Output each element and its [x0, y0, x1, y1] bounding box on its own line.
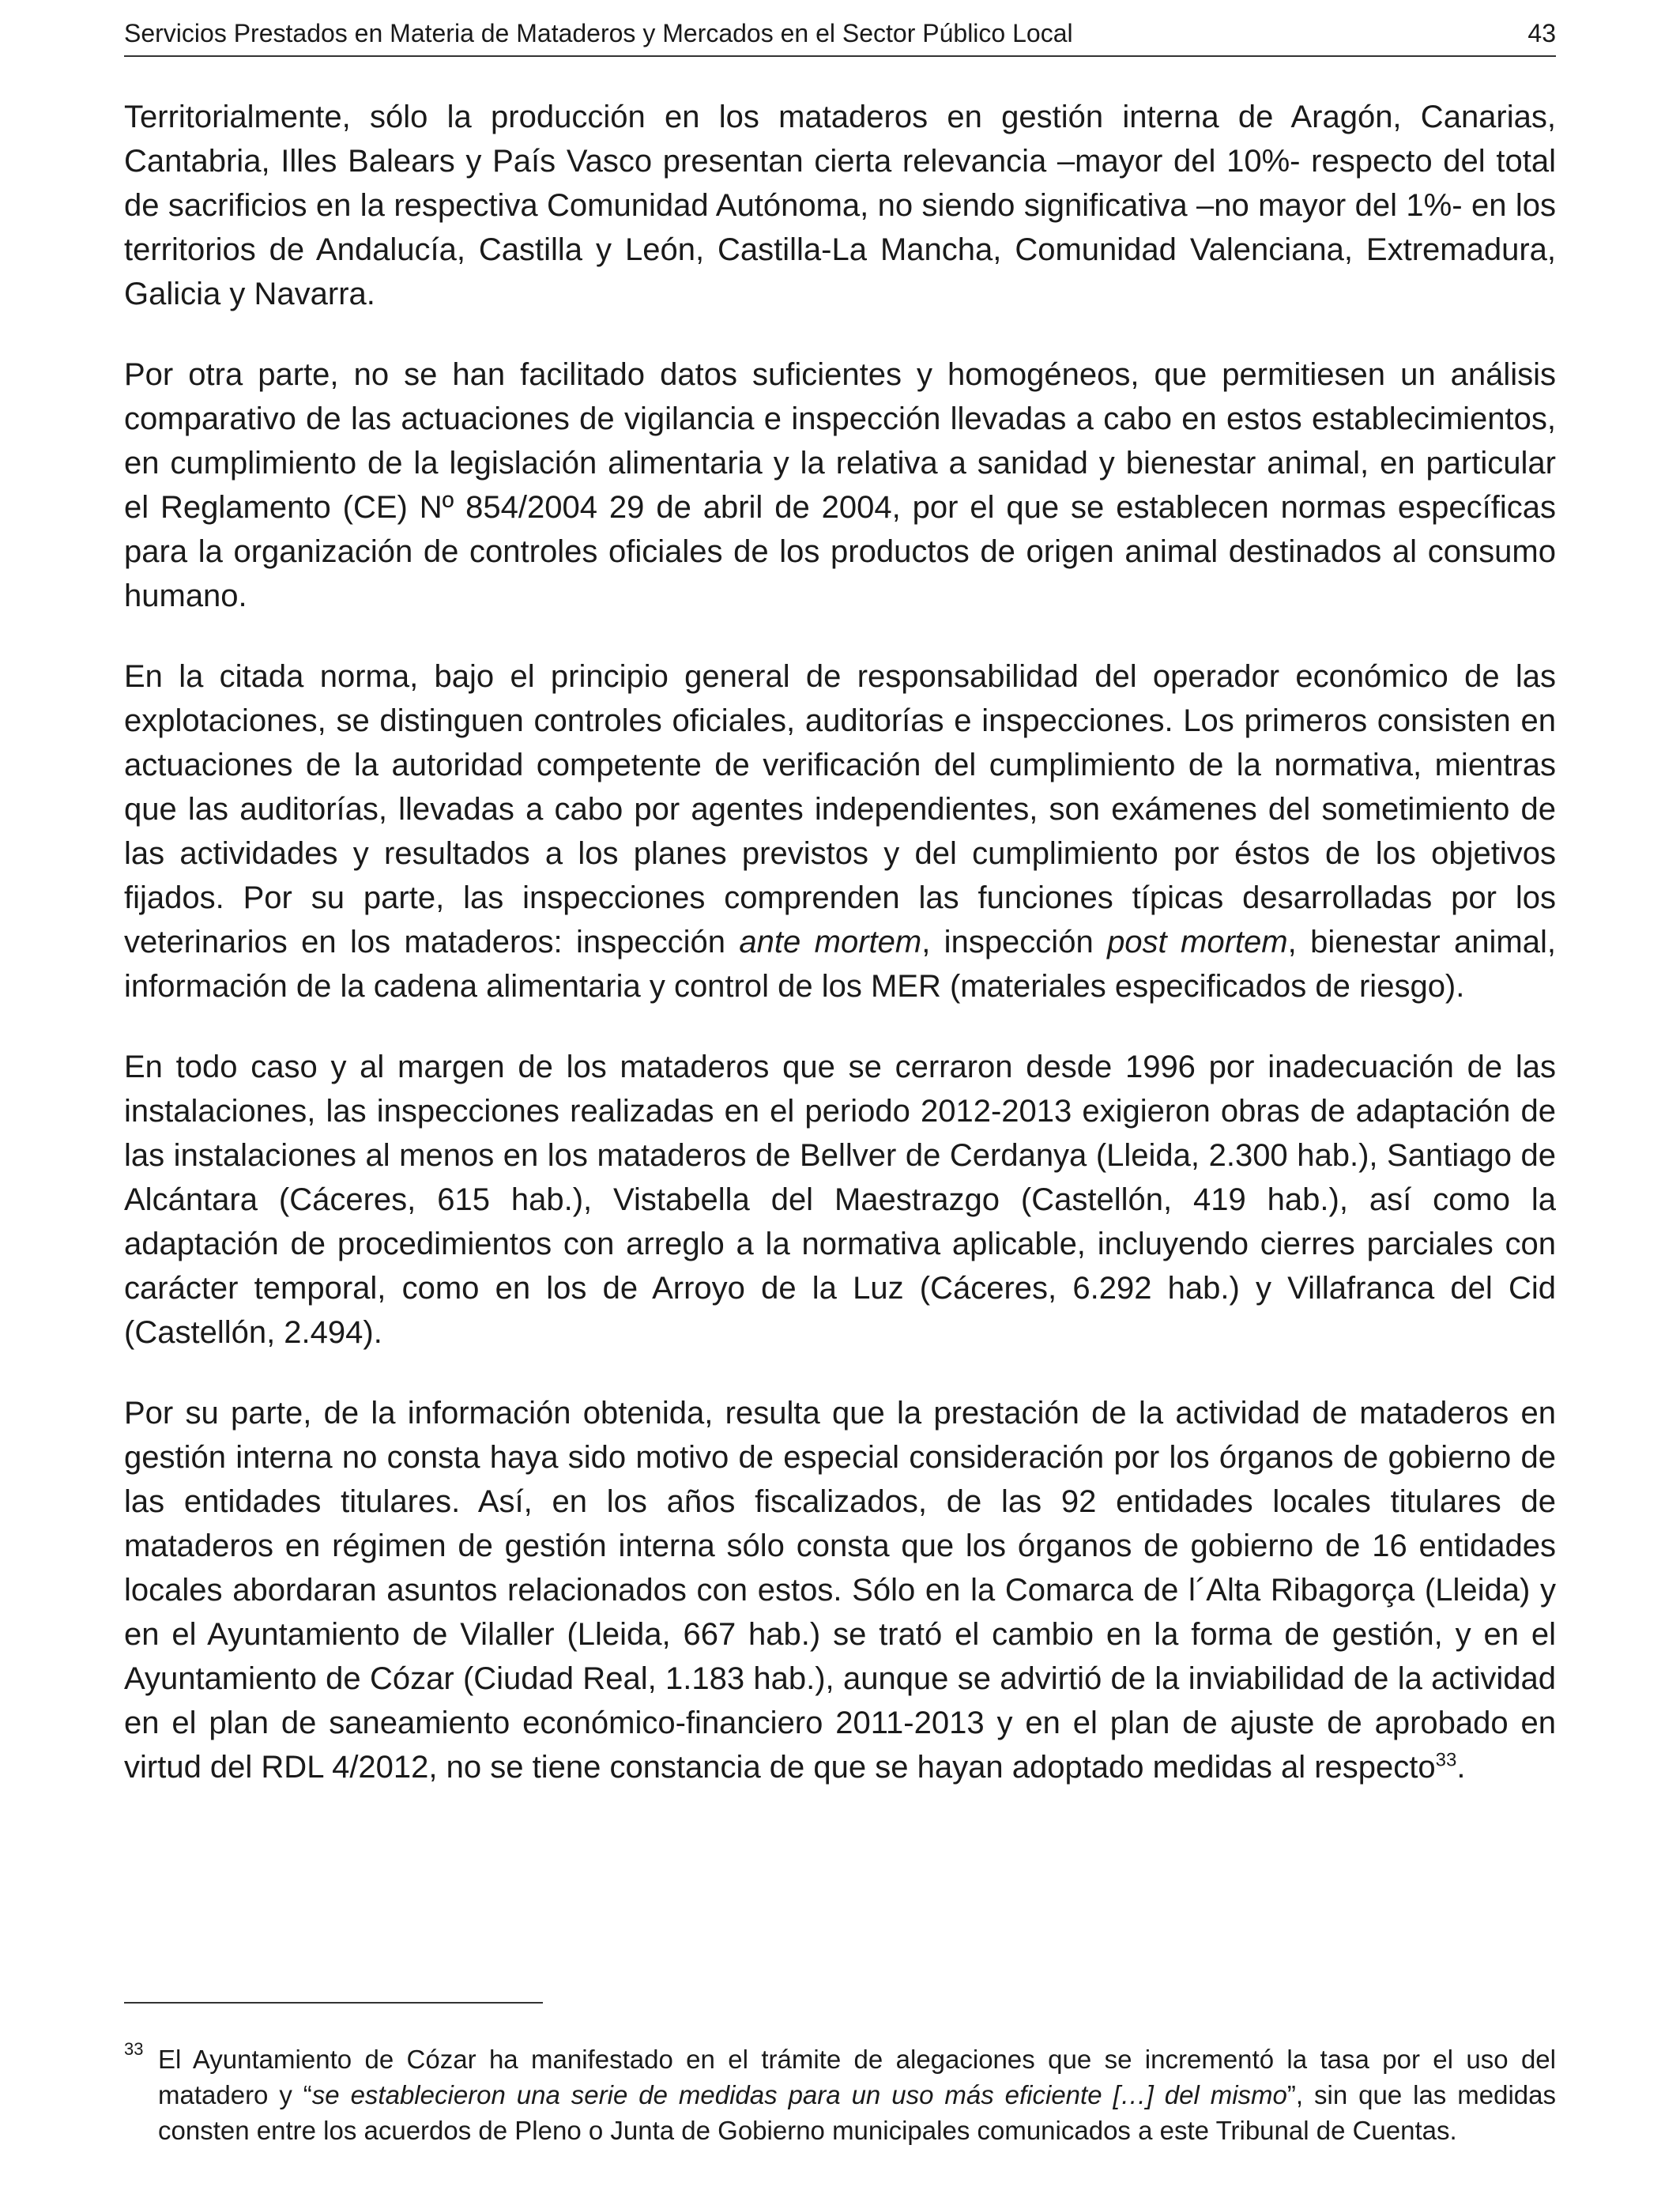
footnote-text	[158, 2041, 1556, 2148]
paragraph-text: Por su parte, de la información obtenida, resulta que la prestación de la actividad de mataderos en gestión interna no consta haya sido motivo de especial consideración por los órganos de gobierno de las entidades titulares. Así, en los años fiscalizados, de las 92 entidades locales titulares de mataderos en régimen de gestión interna sólo consta que los órganos de gobierno de 16 entidades locales abordaran asuntos relacionados con estos. Sólo en la Comarca de l´Alta Ribagorça (Lleida) y en el Ayuntamiento de Vilaller (Lleida, 667 hab.) se trató el cambio en la forma de gestión, y en el Ayuntamiento de Cózar (Ciudad Real, 1.183 hab.), aunque se advirtió de la inviabilidad de la actividad en el plan de saneamiento económico-financiero 2011-2013 y en el plan de ajuste de aprobado en virtud del RDL 4/2012, no se tiene constancia de que se hayan adoptado medidas al respecto	[124, 1396, 1556, 1785]
paragraph-governing-bodies	[124, 1391, 1556, 1789]
paragraph-text: , bienestar animal, información de la cadena alimentaria y control de los MER (materiales especificados de riesgo).	[124, 925, 1556, 1004]
paragraph-controls-audits-inspections	[124, 654, 1556, 1008]
paragraph-end: .	[1456, 1750, 1466, 1785]
paragraph-territorial-relevance: Territorialmente, sólo la producción en los mataderos en gestión interna de Aragón, Canarias, Cantabria, Illes Balears y País Vasco presentan cierta relevancia –mayor del 10%- respecto del total de sacrificios en la respectiva Comunidad Autónoma, no siendo significativa –no mayor del 1%- en los territorios de Andalucía, Castilla y León, Castilla-La Mancha, Comunidad Valenciana, Extremadura, Galicia y Navarra.	[124, 100, 1556, 311]
footnote-quote: se establecieron una serie de medidas para un uso más eficiente […] del mismo	[311, 2080, 1287, 2109]
footnote-separator	[124, 2002, 543, 2004]
footnote-reference[interactable]: 33	[1435, 1749, 1457, 1771]
page-header	[124, 16, 1556, 57]
page-number: 43	[1527, 19, 1556, 47]
paragraph-text: , inspección	[921, 925, 1108, 959]
body-text	[124, 95, 1556, 1789]
footnote-number: 33	[124, 2039, 144, 2059]
italic-term-ante-mortem: ante mortem	[739, 925, 922, 959]
running-title: Servicios Prestados en Materia de Mataderos y Mercados en el Sector Público Local	[124, 19, 1073, 47]
footnote	[124, 2041, 1556, 2148]
italic-term-post-mortem: post mortem	[1107, 925, 1288, 959]
footnote-text-part: ”, sin que las medidas consten entre los acuerdos de Pleno o Junta de Gobierno municipales comunicados a este Tribunal de Cuentas.	[158, 2080, 1556, 2145]
paragraph-inspection-data: Por otra parte, no se han facilitado datos suficientes y homogéneos, que permitiesen un análisis comparativo de las actuaciones de vigilancia e inspección llevadas a cabo en estos establecimientos, en cumplimiento de la legislación alimentaria y la relativa a sanidad y bienestar animal, en particular el Reglamento (CE) Nº 854/2004 29 de abril de 2004, por el que se establecen normas específicas para la organización de controles oficiales de los productos de origen animal destinados al consumo humano.	[124, 357, 1556, 613]
paragraph-text: En la citada norma, bajo el principio general de responsabilidad del operador económico de las explotaciones, se distinguen controles oficiales, auditorías e inspecciones. Los primeros consisten en actuaciones de la autoridad competente de verificación del cumplimiento de la normativa, mientras que las auditorías, llevadas a cabo por agentes independientes, son exámenes del sometimiento de las actividades y resultados a los planes previstos y del cumplimiento por éstos de los objetivos fijados. Por su parte, las inspecciones comprenden las funciones típicas desarrolladas por los veterinarios en los mataderos: inspección	[124, 659, 1556, 959]
paragraph-closures-adaptations: En todo caso y al margen de los mataderos que se cerraron desde 1996 por inadecuación de las instalaciones, las inspecciones realizadas en el periodo 2012-2013 exigieron obras de adaptación de las instalaciones al menos en los mataderos de Bellver de Cerdanya (Lleida, 2.300 hab.), Santiago de Alcántara (Cáceres, 615 hab.), Vistabella del Maestrazgo (Castellón, 419 hab.), así como la adaptación de procedimientos con arreglo a la normativa aplicable, incluyendo cierres parciales con carácter temporal, como en los de Arroyo de la Luz (Cáceres, 6.292 hab.) y Villafranca del Cid (Castellón, 2.494).	[124, 1050, 1556, 1350]
footnote-text-part: El Ayuntamiento de Cózar ha manifestado en el trámite de alegaciones que se incrementó la tasa por el uso del matadero y “	[158, 2045, 1556, 2109]
